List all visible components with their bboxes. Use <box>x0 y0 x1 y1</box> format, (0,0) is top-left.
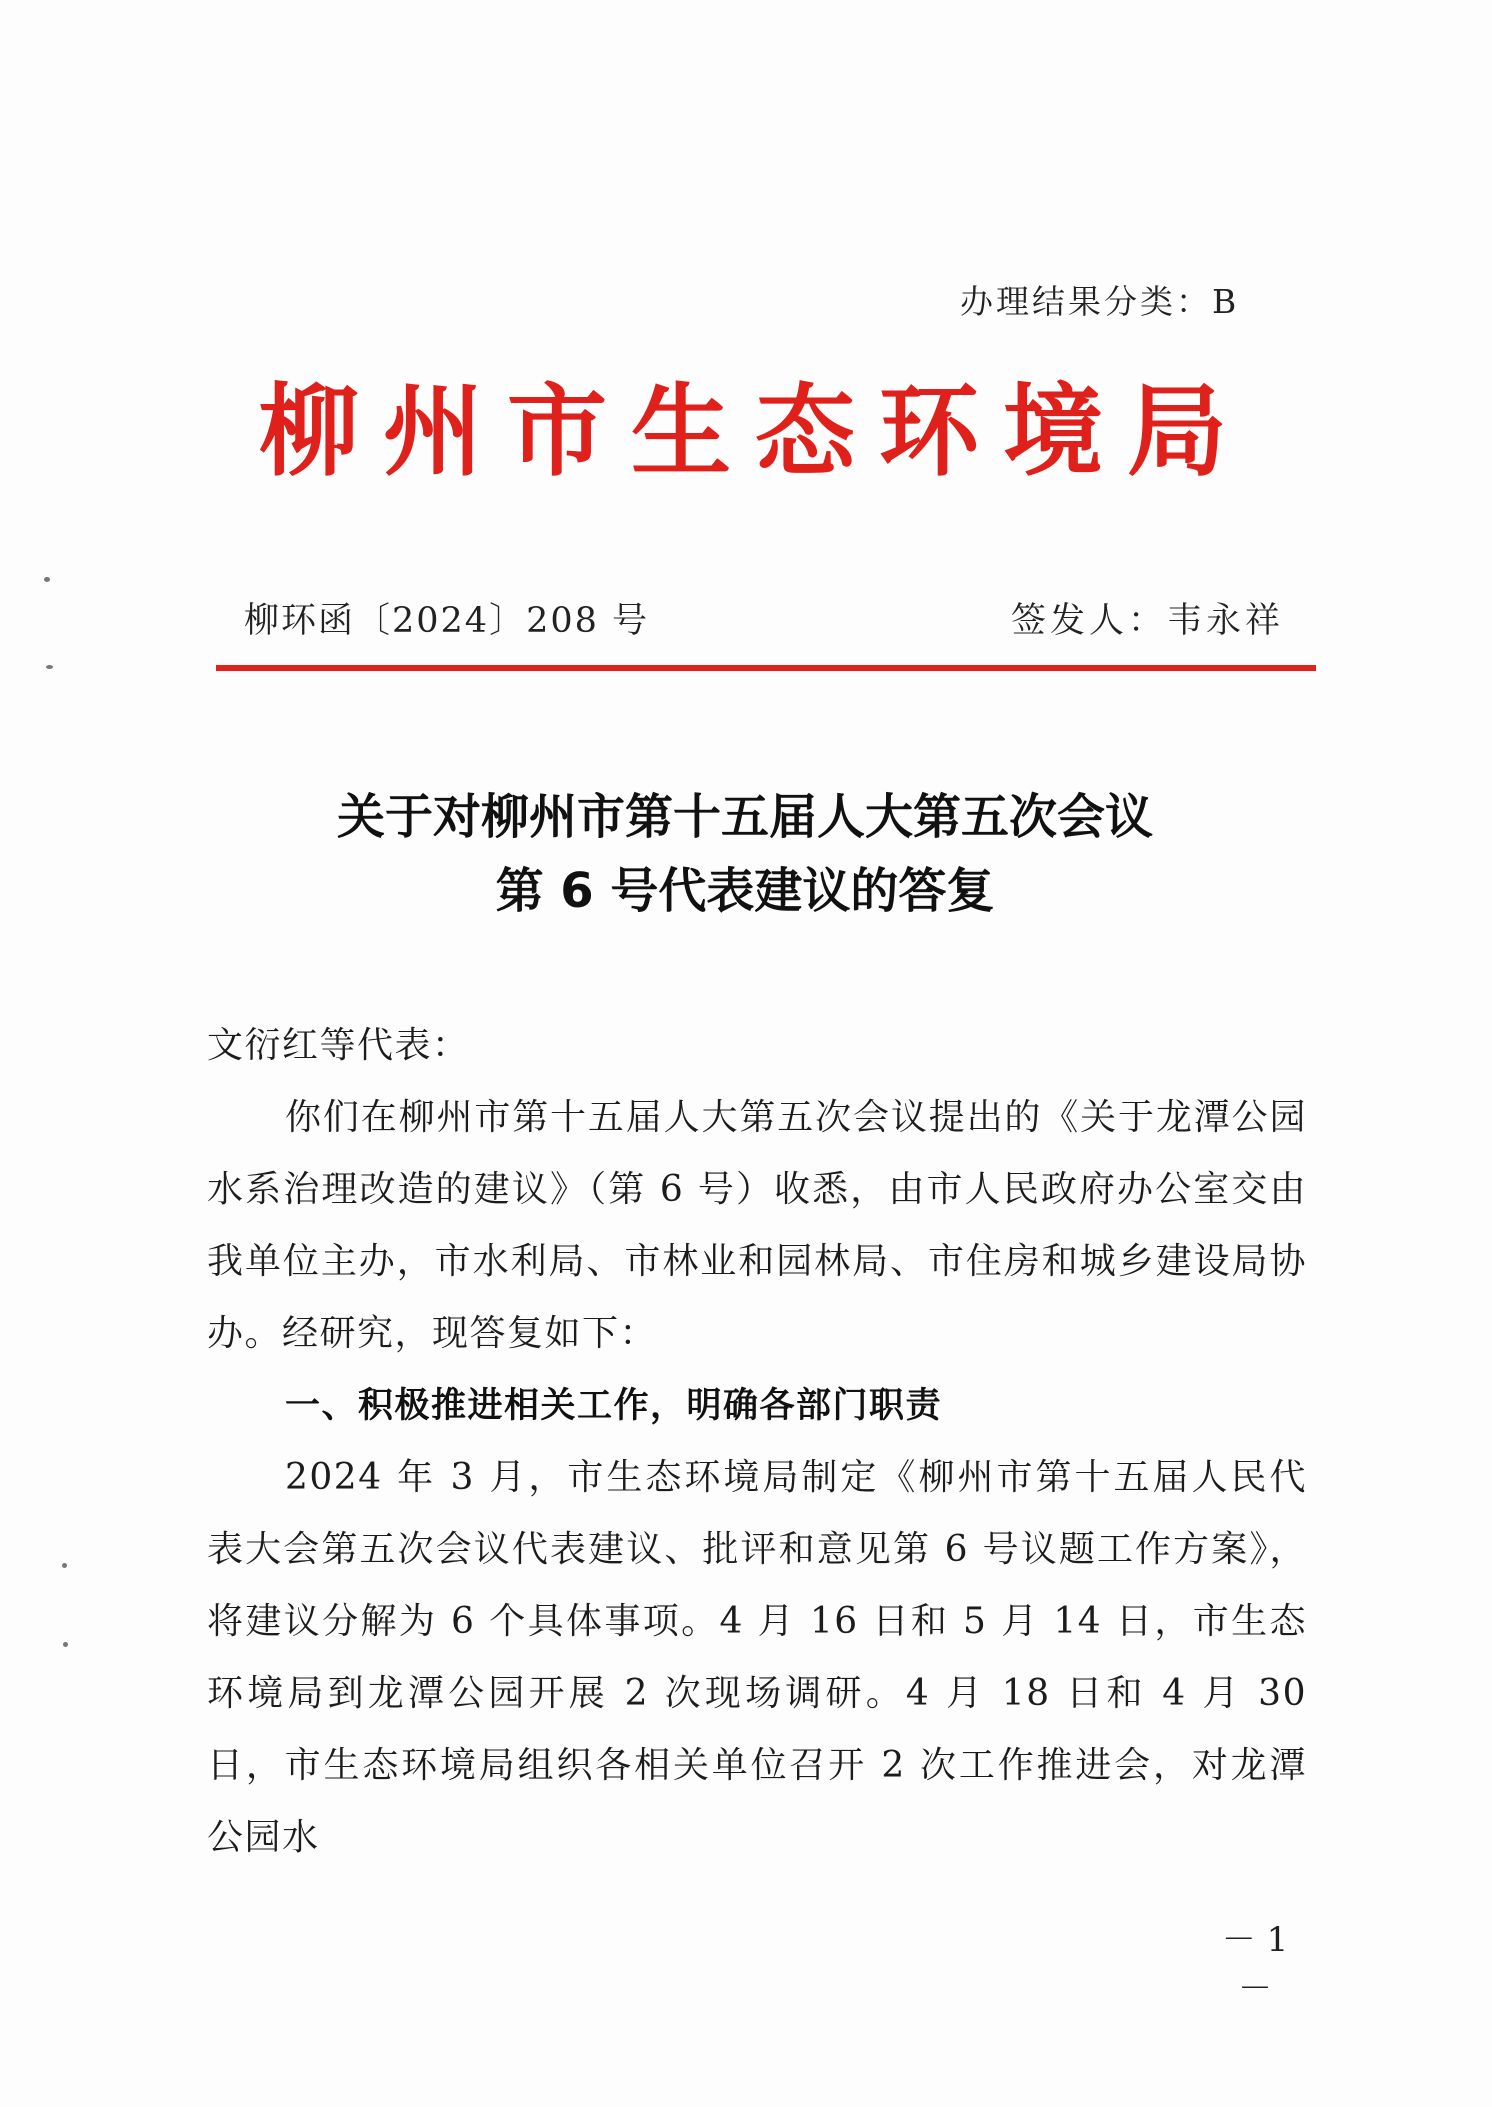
scan-speck <box>62 1563 67 1568</box>
body-paragraph: 2024 年 3 月，市生态环境局制定《柳州市第十五届人民代表大会第五次会议代表建议、批评和意见第 6 号议题工作方案》，将建议分解为 6 个具体事项。4 月 16 日和 5 月 14 日，市生态环境局到龙潭公园开展 2 次现场调研。4 月 18 日和 4 月 30 日，市生态环境局组织各相关单位召开 2 次工作推进会，对龙潭公园水 <box>207 1457 1307 1858</box>
title-line-1: 关于对柳州市第十五届人大第五次会议 <box>336 789 1153 845</box>
body-paragraph: 你们在柳州市第十五届人大第五次会议提出的《关于龙潭公园水系治理改造的建议》（第 6 号）收悉，由市人民政府办公室交由我单位主办，市水利局、市林业和园林局、市住房和城乡建设局协办。经研究，现答复如下： <box>207 1097 1307 1354</box>
scan-speck <box>46 665 53 669</box>
classification-label: 办理结果分类：B <box>960 282 1240 321</box>
scan-speck <box>63 1642 68 1647</box>
letterhead-divider <box>216 665 1316 671</box>
page-number: － 1 － <box>1221 1920 1289 2009</box>
signer: 签发人：韦永祥 <box>1010 601 1284 641</box>
scan-speck <box>44 577 50 582</box>
section-heading: 一、积极推进相关工作，明确各部门职责 <box>285 1386 943 1426</box>
document-body <box>207 1010 1307 1874</box>
salutation: 文衍红等代表： <box>207 1025 470 1066</box>
document-title <box>160 780 1330 928</box>
letterhead-title: 柳州市生态环境局 <box>259 373 1251 490</box>
document-number: 柳环函〔2024〕208 号 <box>244 601 650 641</box>
title-line-2: 第 6 号代表建议的答复 <box>495 863 995 919</box>
